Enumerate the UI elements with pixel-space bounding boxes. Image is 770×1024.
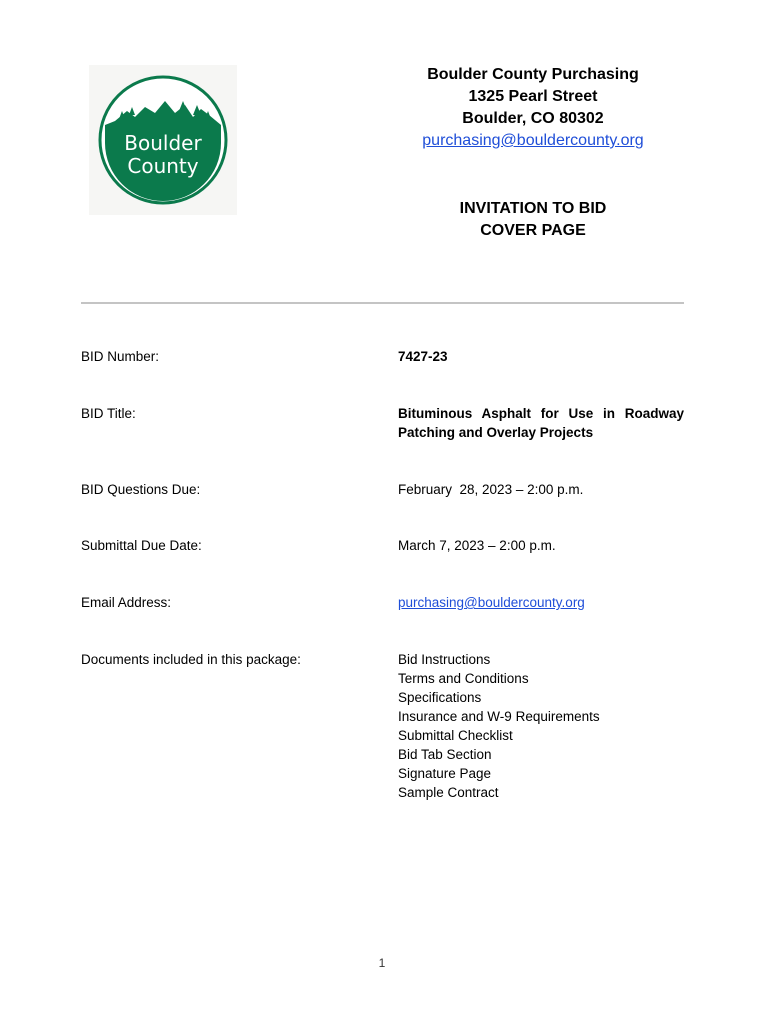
header-email-link[interactable]: purchasing@bouldercounty.org <box>422 132 644 149</box>
organization-header <box>398 64 668 152</box>
document-item: Insurance and W-9 Requirements <box>398 709 600 724</box>
page-number: 1 <box>378 956 386 970</box>
submittal-due-label: Submittal Due Date: <box>81 538 202 553</box>
document-item: Specifications <box>398 690 482 705</box>
logo-seal-icon <box>89 65 237 215</box>
documents-list-container <box>398 650 684 802</box>
boulder-county-logo <box>89 65 237 215</box>
email-address-link[interactable]: purchasing@bouldercounty.org <box>398 595 585 610</box>
bid-title-value: Bituminous Asphalt for Use in Roadway Patching and Overlay Projects <box>398 406 684 440</box>
address-city: Boulder, CO 80302 <box>462 110 604 127</box>
title-invitation: INVITATION TO BID <box>459 200 607 217</box>
document-item: Terms and Conditions <box>398 671 529 686</box>
bid-number-label: BID Number: <box>81 349 160 364</box>
section-divider <box>81 302 684 304</box>
organization-name: Boulder County Purchasing <box>427 66 639 83</box>
document-title <box>398 198 668 242</box>
bid-title-label: BID Title: <box>81 406 136 421</box>
document-item: Submittal Checklist <box>398 728 513 743</box>
documents-label: Documents included in this package: <box>81 652 301 667</box>
logo-text-boulder: Boulder <box>124 131 202 155</box>
document-item: Bid Instructions <box>398 652 491 667</box>
document-item: Sample Contract <box>398 785 499 800</box>
email-address-label: Email Address: <box>81 595 172 610</box>
document-item: Signature Page <box>398 766 492 781</box>
questions-due-value: February 28, 2023 – 2:00 p.m. <box>398 482 584 497</box>
document-item: Bid Tab Section <box>398 747 492 762</box>
logo-text-county: County <box>127 154 199 178</box>
submittal-due-value: March 7, 2023 – 2:00 p.m. <box>398 538 556 553</box>
questions-due-label: BID Questions Due: <box>81 482 201 497</box>
bid-number-value: 7427-23 <box>398 349 448 364</box>
documents-list <box>398 650 684 802</box>
address-street: 1325 Pearl Street <box>468 88 598 105</box>
title-cover-page: COVER PAGE <box>480 222 586 239</box>
